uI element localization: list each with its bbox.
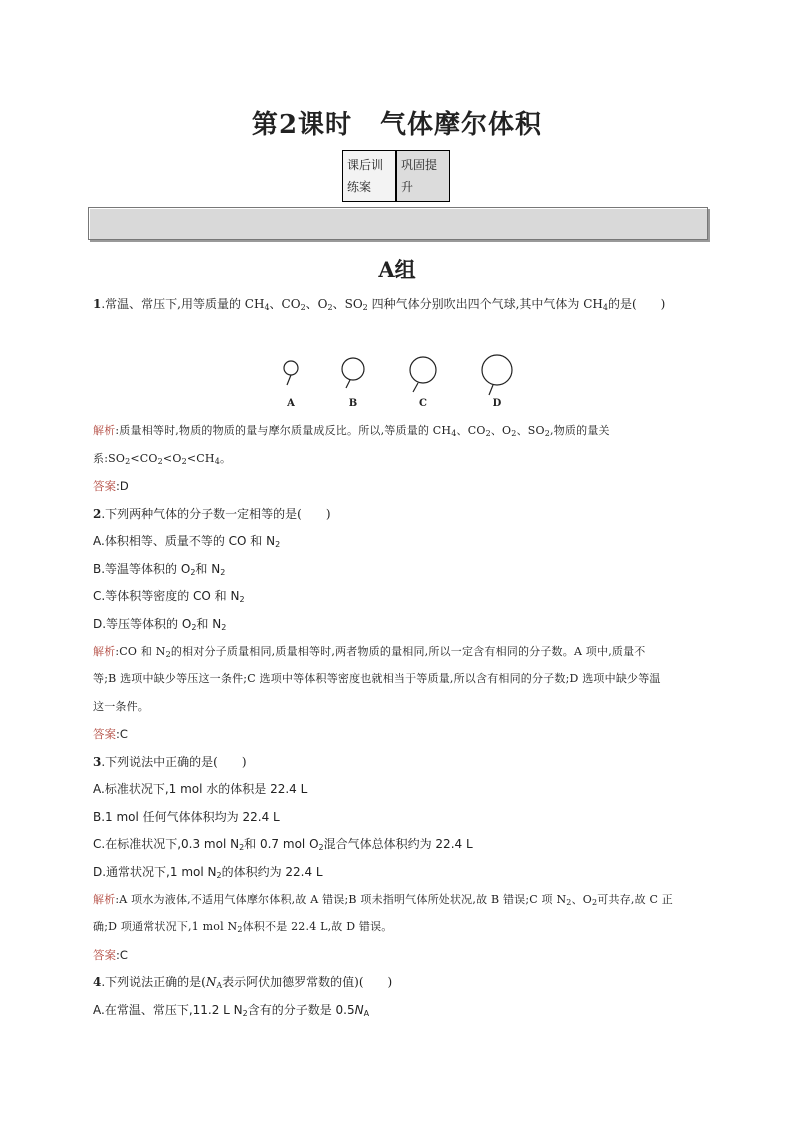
question-2-explanation-line2: 等;B 选项中缺少等压这一条件;C 选项中等体积等密度也就相当于等质量,所以含有相同的分子数;D 选项中缺少等温 [93, 672, 661, 685]
lesson-tabs [342, 150, 450, 202]
balloon-d [482, 355, 512, 385]
question-3-explanation-line2: 确;D 项通常状况下,1 mol $N_2$体积不是 22.4 L,故 D 错误。 [93, 920, 393, 934]
question-3-explanation: 解析:A 项水为液体,不适用气体摩尔体积,故 A 错误;B 项未指明气体所处状况,故 B 错误;C 项 $N_2$、$O_2$可共存,故 C 正 [93, 893, 674, 907]
question-2-answer: 答案:C [93, 727, 128, 741]
balloon-label-b: B [348, 398, 358, 409]
group-title: A组 [378, 257, 416, 282]
balloon-a [284, 361, 298, 375]
tab-after-class-training[interactable]: 课后训练案 [343, 151, 396, 201]
balloon-label-d: D [492, 398, 502, 409]
question-2-option-a: A.体积相等、质量不等的 CO 和 $N_2$ [93, 534, 281, 549]
page-title: 第2课时 气体摩尔体积 [251, 110, 543, 140]
balloon-c [410, 357, 436, 383]
question-1-answer: 答案:D [93, 479, 129, 493]
question-1-stem: 1.常温、常压下,用等质量的 $CH_4$、$CO_2$、$O_2$、$SO_2$ 四种气体分别吹出四个气球,其中气体为 $CH_4$的是( ) [93, 297, 666, 312]
balloon-b [342, 358, 364, 380]
question-3-option-b: B.1 mol 任何气体体积均为 22.4 L [93, 810, 280, 824]
question-4-stem: 4.下列说法正确的是($N_A$表示阿伏加德罗常数的值)( ) [93, 975, 393, 990]
question-2-option-b: B.等温等体积的 $O_2$和 $N_2$ [93, 562, 226, 577]
question-2-explanation: 解析:CO 和 $N_2$的相对分子质量相同,质量相等时,两者物质的量相同,所以一定含有相同的分子数。A 项中,质量不 [93, 645, 646, 659]
balloon-figure [270, 348, 530, 412]
question-3-answer: 答案:C [93, 948, 128, 962]
question-1-explanation-line2: 系$:SO_2<CO_2<O_2<CH_4$。 [93, 452, 232, 466]
tab-consolidate[interactable]: 巩固提升 [396, 151, 449, 201]
question-1-explanation: 解析:质量相等时,物质的物质的量与摩尔质量成反比。所以,等质量的 $CH_4$、$CO_2$、$O_2$、$SO_2$,物质的量关 [93, 424, 610, 438]
balloon-label-c: C [419, 398, 427, 409]
question-2-option-d: D.等压等体积的 $O_2$和 $N_2$ [93, 617, 227, 632]
question-3-option-c: C.在标准状况下,0.3 mol $N_2$和 0.7 mol $O_2$混合气体总体积约为 22.4 L [93, 837, 473, 852]
question-2-stem: 2.下列两种气体的分子数一定相等的是( ) [93, 507, 331, 521]
question-2-option-c: C.等体积等密度的 CO 和 $N_2$ [93, 589, 245, 604]
question-4-option-a: A.在常温、常压下,11.2 L $N_2$含有的分子数是 $0.5N_A$ [93, 1003, 370, 1018]
question-3-option-a: A.标准状况下,1 mol 水的体积是 22.4 L [93, 782, 308, 796]
question-3-option-d: D.通常状况下,1 mol $N_2$的体积约为 22.4 L [93, 865, 323, 880]
title-subject: 气体摩尔体积 [380, 110, 543, 140]
question-2-explanation-line3: 这一条件。 [93, 700, 149, 713]
balloon-label-a: A [287, 398, 295, 409]
section-banner [88, 207, 708, 240]
question-3-stem: 3.下列说法中正确的是( ) [93, 755, 247, 769]
